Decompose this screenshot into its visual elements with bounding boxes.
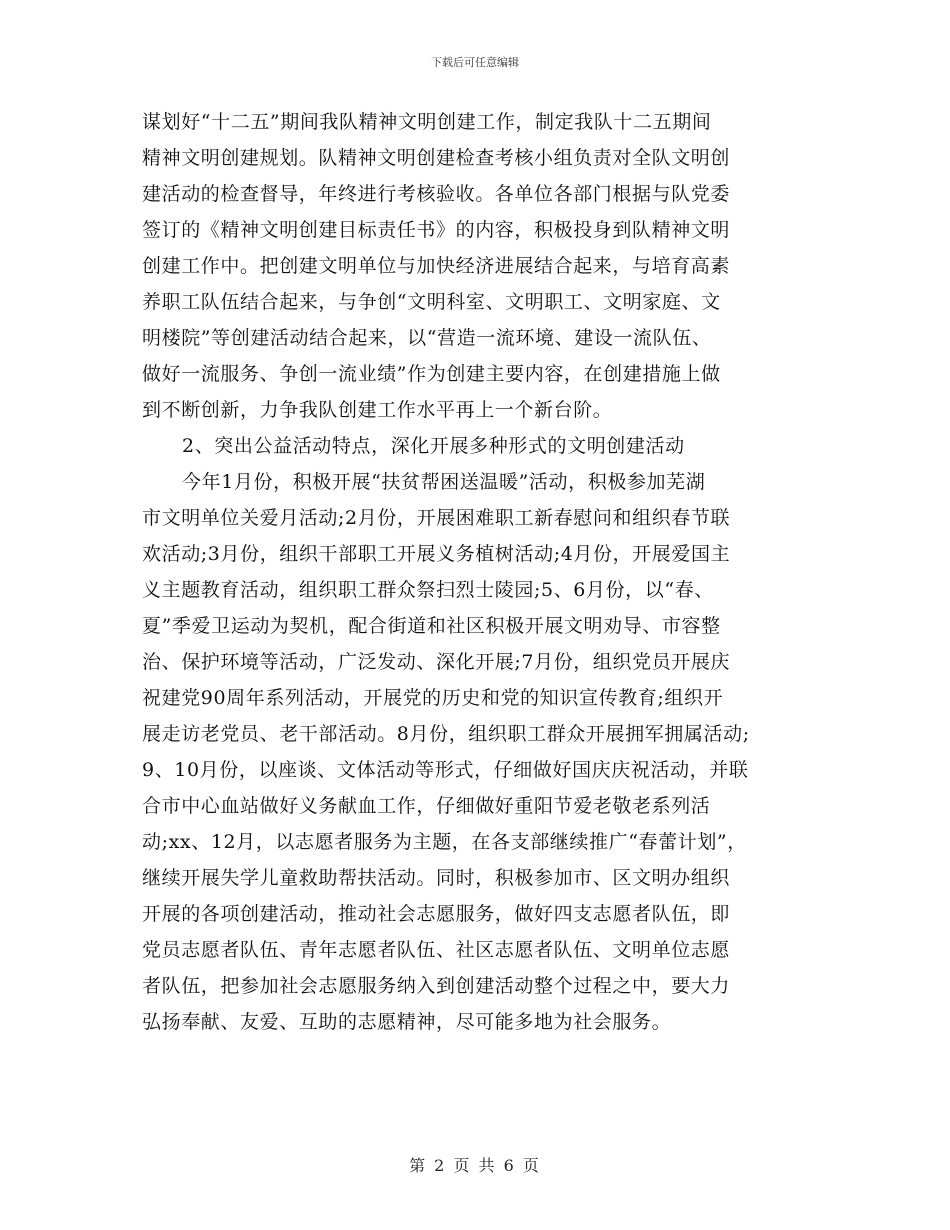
text-line: 展走访老党员、老干部活动。8月份，组织职工群众开展拥军拥属活动; (142, 723, 750, 745)
text-line: 创建工作中。把创建文明单位与加快经济进展结合起来，与培育高素 (142, 255, 731, 277)
text-line: 精神文明创建规划。队精神文明创建检查考核小组负责对全队文明创 (142, 147, 731, 169)
section-heading: 2、突出公益活动特点，深化开展多种形式的文明创建活动 (182, 435, 685, 457)
text-line: 签订的《精神文明创建目标责任书》的内容，积极投身到队精神文明 (142, 219, 731, 241)
text-line: 建活动的检查督导，年终进行考核验收。各单位各部门根据与队党委 (142, 183, 731, 205)
text-line: 开展的各项创建活动，推动社会志愿服务，做好四支志愿者队伍，即 (142, 903, 731, 925)
text-line: 夏”季爱卫运动为契机，配合街道和社区积极开展文明劝导、市容整 (142, 615, 721, 637)
text-line: 党员志愿者队伍、青年志愿者队伍、社区志愿者队伍、文明单位志愿 (142, 939, 731, 961)
text-line: 9、10月份，以座谈、文体活动等形式，仔细做好国庆庆祝活动，并联 (142, 759, 749, 781)
text-line: 到不断创新，力争我队创建工作水平再上一个新台阶。 (142, 399, 613, 421)
header-note: 下载后可任意编辑 (431, 56, 519, 69)
text-line: 动;xx、12月，以志愿者服务为主题，在各支部继续推广“春蕾计划”， (142, 831, 747, 853)
text-line: 合市中心血站做好义务献血工作，仔细做好重阳节爱老敬老系列活 (142, 795, 711, 817)
text-line: 市文明单位关爱月活动;2月份，开展困难职工新春慰问和组织春节联 (142, 507, 731, 529)
text-line: 今年1月份，积极开展“扶贫帮困送温暖”活动，积极参加芜湖 (182, 471, 706, 493)
page-number: 第 2 页 共 6 页 (409, 1156, 541, 1175)
text-line: 弘扬奉献、友爱、互助的志愿精神，尽可能多地为社会服务。 (142, 1011, 672, 1033)
text-line: 明楼院”等创建活动结合起来，以“营造一流环境、建设一流队伍、 (142, 327, 712, 349)
document-body (142, 104, 822, 1040)
text-line: 祝建党90周年系列活动，开展党的历史和党的知识宣传教育;组织开 (142, 687, 724, 709)
text-line: 养职工队伍结合起来，与争创“文明科室、文明职工、文明家庭、文 (142, 291, 721, 313)
text-line: 治、保护环境等活动，广泛发动、深化开展;7月份，组织党员开展庆 (142, 651, 731, 673)
text-line: 义主题教育活动，组织职工群众祭扫烈士陵园;5、6月份，以“春、 (142, 579, 714, 601)
text-line: 欢活动;3月份，组织干部职工开展义务植树活动;4月份，开展爱国主 (142, 543, 731, 565)
text-line: 者队伍，把参加社会志愿服务纳入到创建活动整个过程之中，要大力 (142, 975, 731, 997)
text-line: 继续开展失学儿童救助帮扶活动。同时，积极参加市、区文明办组织 (142, 867, 731, 889)
text-line: 谋划好“十二五”期间我队精神文明创建工作，制定我队十二五期间 (142, 111, 712, 133)
text-line: 做好一流服务、争创一流业绩”作为创建主要内容，在创建措施上做 (142, 363, 721, 385)
